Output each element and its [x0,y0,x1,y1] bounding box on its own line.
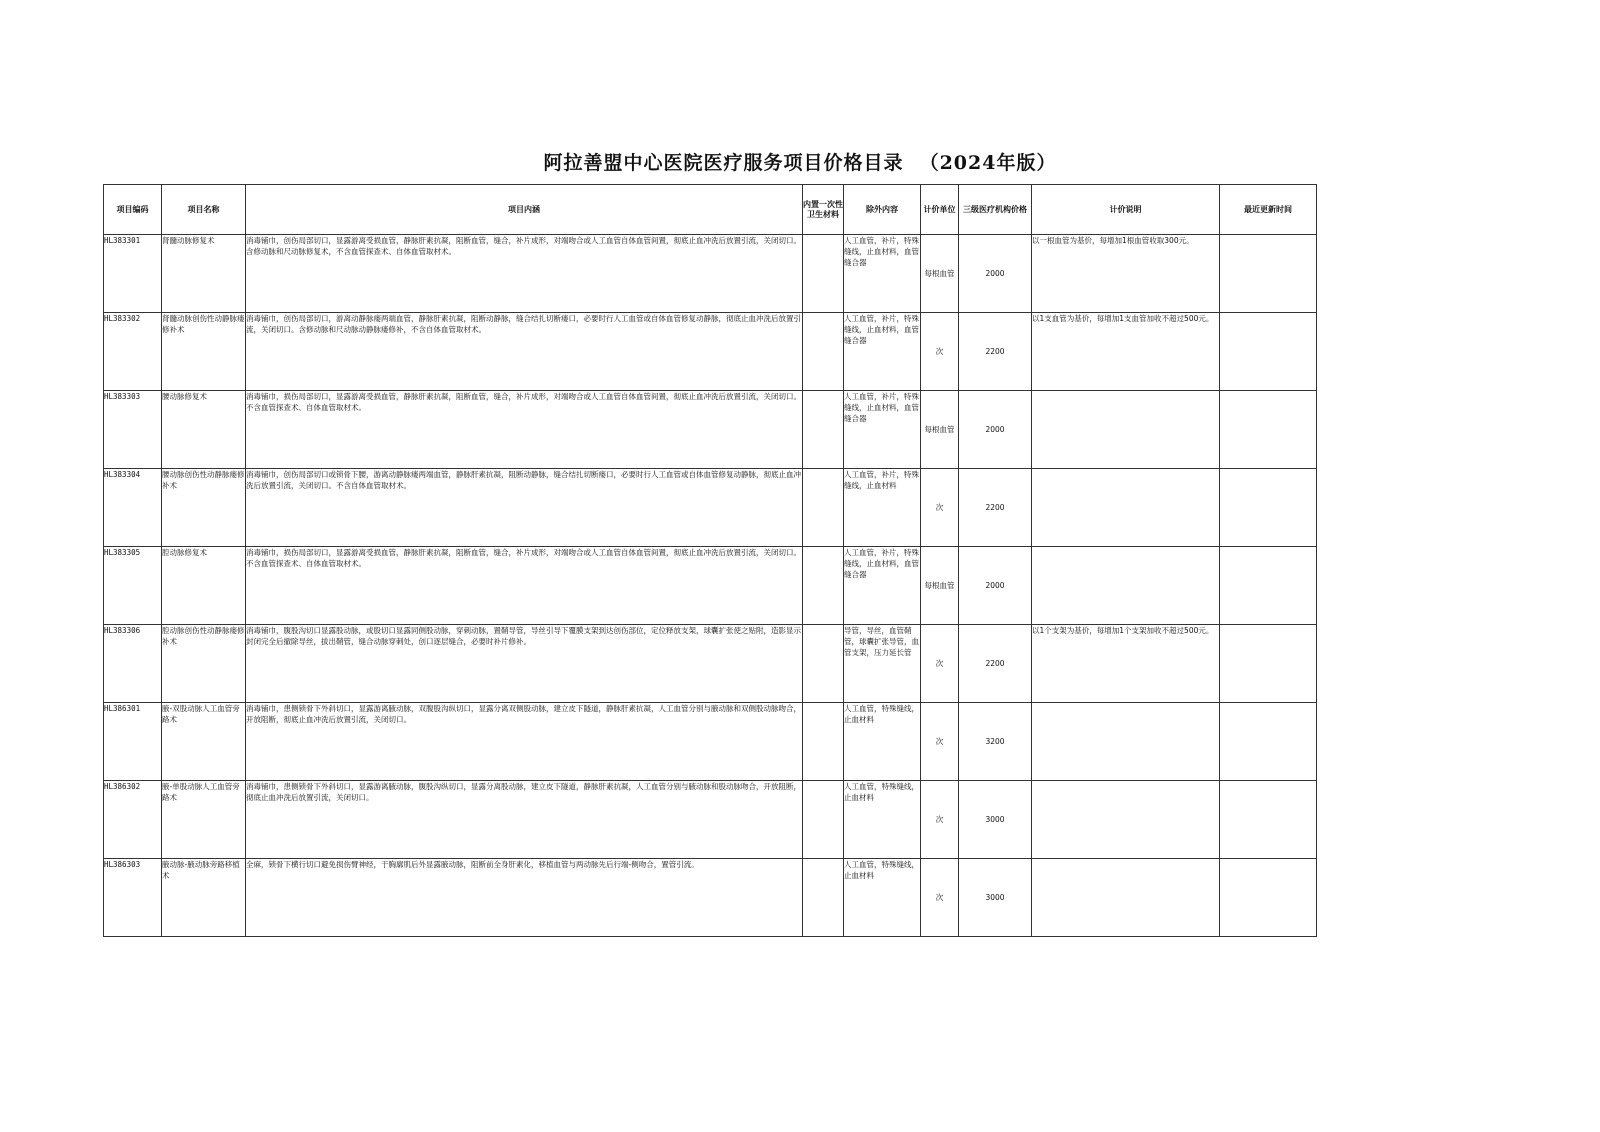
cell-unit: 次 [921,625,959,703]
cell-note: 以1支血管为基价，每增加1支血管加收不超过500元。 [1032,313,1220,391]
cell-updated [1220,625,1317,703]
cell-excluded: 人工血管，补片，特殊缝线，止血材料，血管缝合器 [844,313,921,391]
cell-consumables [803,469,844,547]
table-row [104,625,1317,703]
table-row [104,703,1317,781]
cell-code: HL386302 [104,781,162,859]
cell-excluded: 人工血管，补片，特殊缝线，止血材料，血管缝合器 [844,235,921,313]
cell-note [1032,391,1220,469]
cell-code: HL383301 [104,235,162,313]
cell-updated [1220,859,1317,937]
cell-unit: 次 [921,313,959,391]
cell-content: 消毒铺巾，创伤局部切口或锁骨下腰，游离动静脉瘘两端血管，静脉肝素抗凝，阻断动静脉，缝合结扎切断瘘口，必要时行人工血管或自体血管修复动静脉，彻底止血冲洗后放置引流，关闭切口。不含自体血管取材术。 [246,469,803,547]
cell-price: 2000 [959,391,1032,469]
cell-name: 腔动脉修复术 [162,547,246,625]
cell-excluded: 人工血管，特殊缝线，止血材料 [844,859,921,937]
cell-unit: 次 [921,469,959,547]
cell-updated [1220,547,1317,625]
cell-name: 肾髓动脉创伤性动静脉瘘修补术 [162,313,246,391]
cell-updated [1220,235,1317,313]
cell-unit: 每根血管 [921,547,959,625]
table-row [104,313,1317,391]
table-row [104,547,1317,625]
cell-note [1032,469,1220,547]
cell-consumables [803,391,844,469]
title-main: 阿拉善盟中心医院医疗服务项目价格目录 [543,152,904,174]
cell-content: 全麻，锁骨下横行切口避免损伤臂神经，于胸廓肌后外显露腋动脉，阻断前全身肝素化，移植血管与两动脉先后行端-侧吻合，置管引流。 [246,859,803,937]
cell-updated [1220,703,1317,781]
cell-content: 消毒铺巾，损伤局部切口，显露游离受损血管，静脉肝素抗凝，阻断血管，缝合，补片成形，对端吻合或人工血管自体血管间置，彻底止血冲洗后放置引流，关闭切口。不含血管探查术、自体血管取材术。 [246,391,803,469]
cell-excluded: 导管，导丝，血管鞘管，球囊扩张导管，血管支架，压力延长管 [844,625,921,703]
cell-consumables [803,235,844,313]
cell-content: 消毒铺巾，损伤局部切口，显露游离受损血管，静脉肝素抗凝，阻断血管，缝合，补片成形，对端吻合或人工血管自体血管间置，彻底止血冲洗后放置引流，关闭切口。不含血管探查术、自体血管取材术。 [246,547,803,625]
cell-consumables [803,547,844,625]
cell-consumables [803,625,844,703]
cell-excluded: 人工血管，补片，特殊缝线，止血材料 [844,469,921,547]
cell-excluded: 人工血管，特殊缝线，止血材料 [844,781,921,859]
cell-unit: 次 [921,781,959,859]
cell-name: 腰动脉修复术 [162,391,246,469]
cell-code: HL383303 [104,391,162,469]
cell-code: HL383305 [104,547,162,625]
cell-price: 3000 [959,859,1032,937]
cell-unit: 次 [921,859,959,937]
table-row [104,235,1317,313]
cell-code: HL383304 [104,469,162,547]
cell-code: HL383302 [104,313,162,391]
cell-note: 以1个支架为基价，每增加1个支架加收不超过500元。 [1032,625,1220,703]
cell-note [1032,547,1220,625]
cell-content: 消毒铺巾，创伤局部切口，游离动静脉瘘两端血管，静脉肝素抗凝，阻断动静脉，缝合结扎切断瘘口，必要时行人工血管或自体血管修复动静脉，彻底止血冲洗后放置引流，关闭切口。含修动脉和尺动脉动静脉瘘修补，不含自体血管取材术。 [246,313,803,391]
header-excluded: 除外内容 [844,185,921,235]
cell-updated [1220,313,1317,391]
cell-name: 腋动脉-腋动脉旁路移植术 [162,859,246,937]
cell-updated [1220,781,1317,859]
cell-code: HL386301 [104,703,162,781]
cell-note [1032,859,1220,937]
cell-excluded: 人工血管，补片，特殊缝线，止血材料，血管缝合器 [844,547,921,625]
cell-name: 腋-单股动脉人工血管旁路术 [162,781,246,859]
header-row [104,185,1317,235]
cell-updated [1220,469,1317,547]
cell-price: 2200 [959,313,1032,391]
price-table [103,184,1317,937]
cell-excluded: 人工血管，特殊缝线，止血材料 [844,703,921,781]
cell-consumables [803,781,844,859]
table-row [104,781,1317,859]
cell-content: 消毒铺巾，腹股沟切口显露股动脉，或股切口显露同侧股动脉，穿刺动脉，置鞘导管，导丝引导下覆膜支架到达创伤部位，定位释放支架，球囊扩张使之贴附，造影显示封闭完全后撤除导丝，拔出鞘管，缝合动脉穿刺处，创口逐层缝合，必要时补片修补。 [246,625,803,703]
cell-name: 腰动脉创伤性动静脉瘘修补术 [162,469,246,547]
title-year: （2024年版） [919,152,1057,174]
cell-unit: 每根血管 [921,235,959,313]
table-row [104,391,1317,469]
cell-name: 肾髓动脉修复术 [162,235,246,313]
cell-consumables [803,313,844,391]
cell-name: 腔动脉创伤性动静脉瘘修补术 [162,625,246,703]
table-row [104,859,1317,937]
page-title [0,148,1600,175]
cell-code: HL386303 [104,859,162,937]
header-note: 计价说明 [1032,185,1220,235]
cell-content: 消毒铺巾，患侧锁骨下外斜切口，显露游离腋动脉，腹股沟纵切口，显露分离股动脉，建立皮下隧道，静脉肝素抗凝，人工血管分别与腋动脉和股动脉吻合，开放阻断，彻底止血冲洗后放置引流，关闭切口。 [246,781,803,859]
cell-price: 3000 [959,781,1032,859]
cell-note [1032,781,1220,859]
table-row [104,469,1317,547]
cell-price: 2200 [959,469,1032,547]
header-unit: 计价单位 [921,185,959,235]
cell-unit: 每根血管 [921,391,959,469]
header-content: 项目内涵 [246,185,803,235]
cell-unit: 次 [921,703,959,781]
cell-price: 2000 [959,547,1032,625]
cell-updated [1220,391,1317,469]
header-name: 项目名称 [162,185,246,235]
cell-note [1032,703,1220,781]
cell-consumables [803,703,844,781]
cell-content: 消毒铺巾，创伤局部切口，显露游离受损血管，静脉肝素抗凝，阻断血管，缝合，补片成形，对端吻合或人工血管自体血管间置，彻底止血冲洗后放置引流，关闭切口。含修动脉和尺动脉修复术，不含血管探查术、自体血管取材术。 [246,235,803,313]
cell-consumables [803,859,844,937]
header-code: 项目编码 [104,185,162,235]
cell-code: HL383306 [104,625,162,703]
cell-name: 腋-双股动脉人工血管旁路术 [162,703,246,781]
cell-note: 以一根血管为基价，每增加1根血管收取300元。 [1032,235,1220,313]
header-updated: 最近更新时间 [1220,185,1317,235]
cell-excluded: 人工血管，补片，特殊缝线，止血材料，血管缝合器 [844,391,921,469]
cell-price: 2200 [959,625,1032,703]
header-consumables: 内置一次性卫生材料 [803,185,844,235]
cell-content: 消毒铺巾，患侧锁骨下外斜切口，显露游离腋动脉，双腹股沟纵切口，显露分离双侧股动脉，建立皮下隧道，静脉肝素抗凝，人工血管分别与腋动脉和双侧股动脉吻合，开放阻断，彻底止血冲洗后放置引流，关闭切口。 [246,703,803,781]
header-price: 三级医疗机构价格 [959,185,1032,235]
cell-price: 3200 [959,703,1032,781]
cell-price: 2000 [959,235,1032,313]
